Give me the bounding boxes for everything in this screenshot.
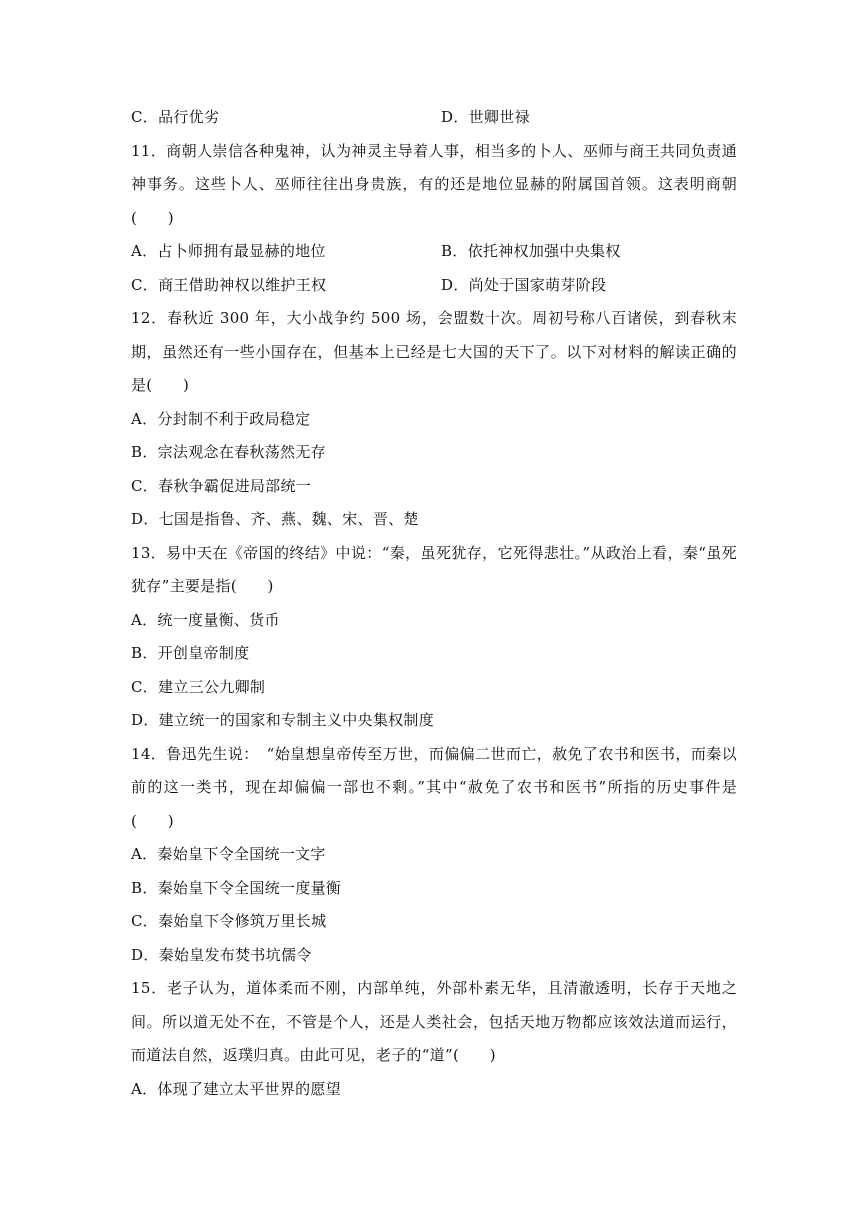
question-stem: 14．鲁迅先生说： “始皇想皇帝传至万世，而偏偏二世而亡，赦免了农书和医书，而秦以前的这一类书，现在却偏偏一部也不剩。”其中“赦免了农书和医书”所指的历史事件是( )	[131, 744, 737, 830]
option-d: D．世卿世禄	[441, 108, 530, 126]
option-b: B．依托神权加强中央集权	[441, 242, 621, 260]
option-c: C．秦始皇下令修筑万里长城	[131, 912, 327, 930]
option-a: A．秦始皇下令全国统一文字	[131, 845, 326, 863]
question-14	[131, 738, 737, 973]
question-stem: 13．易中天在《帝国的终结》中说：“秦，虽死犹存，它死得悲壮。”从政治上看，秦“虽死犹存”主要是指( )	[131, 543, 737, 595]
option-a: A．体现了建立太平世界的愿望	[131, 1079, 342, 1098]
option-d: D．建立统一的国家和专制主义中央集权制度	[131, 711, 435, 729]
option-a: A．占卜师拥有最显赫的地位	[131, 242, 326, 260]
question-11	[131, 135, 737, 303]
question-stem: 11．商朝人崇信各种鬼神，认为神灵主导着人事，相当多的卜人、巫师与商王共同负责通神事务。这些卜人、巫师往往出身贵族，有的还是地位显赫的附属国首领。这表明商朝( )	[131, 141, 737, 227]
question-list	[131, 101, 737, 1106]
question-stem: 15．老子认为，道体柔而不刚，内部单纯，外部朴素无华，且清澈透明，长存于天地之间。所以道无处不在，不管是个人，还是人类社会，包括天地万物都应该效法道而运行，而道法自然，返璞归真。由此可见，老子的“道”( )	[131, 979, 737, 1064]
option-c: C．春秋争霸促进局部统一	[131, 476, 312, 495]
option-a: A．统一度量衡、货币	[131, 610, 280, 629]
question-12	[131, 302, 737, 537]
option-row	[131, 235, 737, 269]
option-d: D．尚处于国家萌芽阶段	[441, 275, 607, 294]
question-13	[131, 537, 737, 738]
option-a: A．分封制不利于政局稳定	[131, 409, 311, 428]
option-row	[131, 101, 737, 135]
option-d: D．秦始皇发布焚书坑儒令	[131, 945, 312, 964]
question-15	[131, 972, 737, 1106]
option-row	[131, 269, 737, 303]
option-b: B．秦始皇下令全国统一度量衡	[131, 878, 342, 897]
option-b: B．宗法观念在春秋荡然无存	[131, 443, 326, 461]
option-c: C．商王借助神权以维护王权	[131, 275, 327, 294]
option-c: C．建立三公九卿制	[131, 677, 266, 696]
option-c: C．品行优劣	[131, 108, 220, 126]
option-d: D．七国是指鲁、齐、燕、魏、宋、晋、楚	[131, 510, 419, 528]
option-b: B．开创皇帝制度	[131, 644, 250, 662]
question-stem: 12．春秋近 300 年，大小战争约 500 场，会盟数十次。周初号称八百诸侯，到春秋末期，虽然还有一些小国存在，但基本上已经是七大国的天下了。以下对材料的解读正确的是( )	[131, 309, 737, 394]
